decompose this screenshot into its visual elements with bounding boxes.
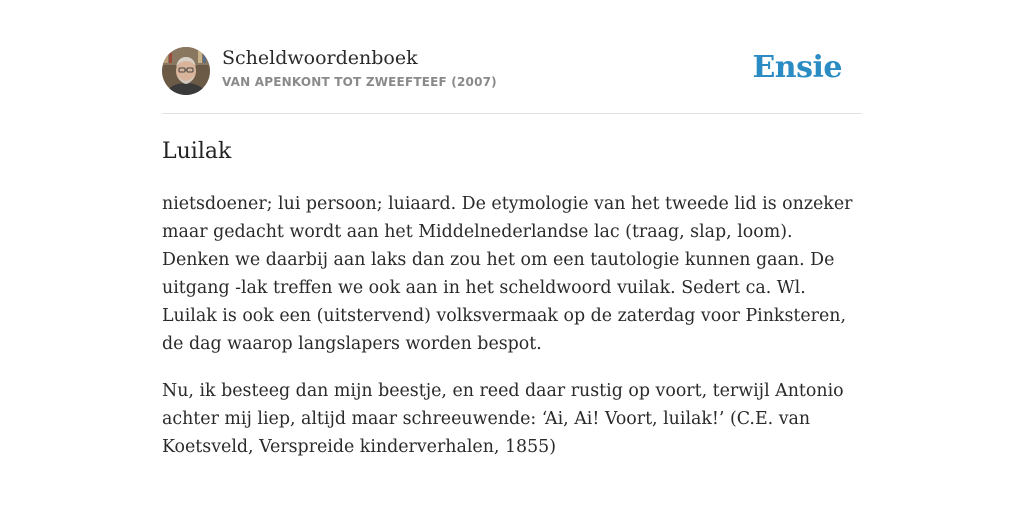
header-divider bbox=[162, 113, 862, 114]
entry-title: Luilak bbox=[162, 139, 232, 164]
entry-body bbox=[162, 190, 854, 480]
book-subtitle: VAN APENKONT TOT ZWEEFTEEF (2007) bbox=[222, 75, 497, 89]
header bbox=[162, 46, 862, 96]
entry-quote: Nu, ik besteeg dan mijn beestje, en reed daar rustig op voort, terwijl Antonio achter mij liep, altijd maar schreeuwende: ‘Ai, Ai! Voort, luilak!’ (C.E. van Koetsveld, Verspreide kinderverhalen, 1855) bbox=[162, 381, 844, 457]
author-portrait-icon bbox=[162, 47, 210, 95]
book-title[interactable]: Scheldwoordenboek bbox=[222, 47, 418, 69]
author-avatar[interactable] bbox=[162, 47, 210, 95]
brand-logo[interactable]: Ensie bbox=[752, 50, 842, 85]
entry-definition: nietsdoener; lui persoon; luiaard. De etymologie van het tweede lid is onzeker maar gedacht wordt aan het Middelnederlandse lac (traag, slap, loom). Denken we daarbij aan laks dan zou het om een tautologie kunnen gaan. De uitgang -lak treffen we ook aan in het scheldwoord vuilak. Sedert ca. Wl. Luilak is ook een (uitstervend) volksvermaak op de zaterdag voor Pinksteren, de dag waarop langslapers worden bespot. bbox=[162, 194, 853, 354]
